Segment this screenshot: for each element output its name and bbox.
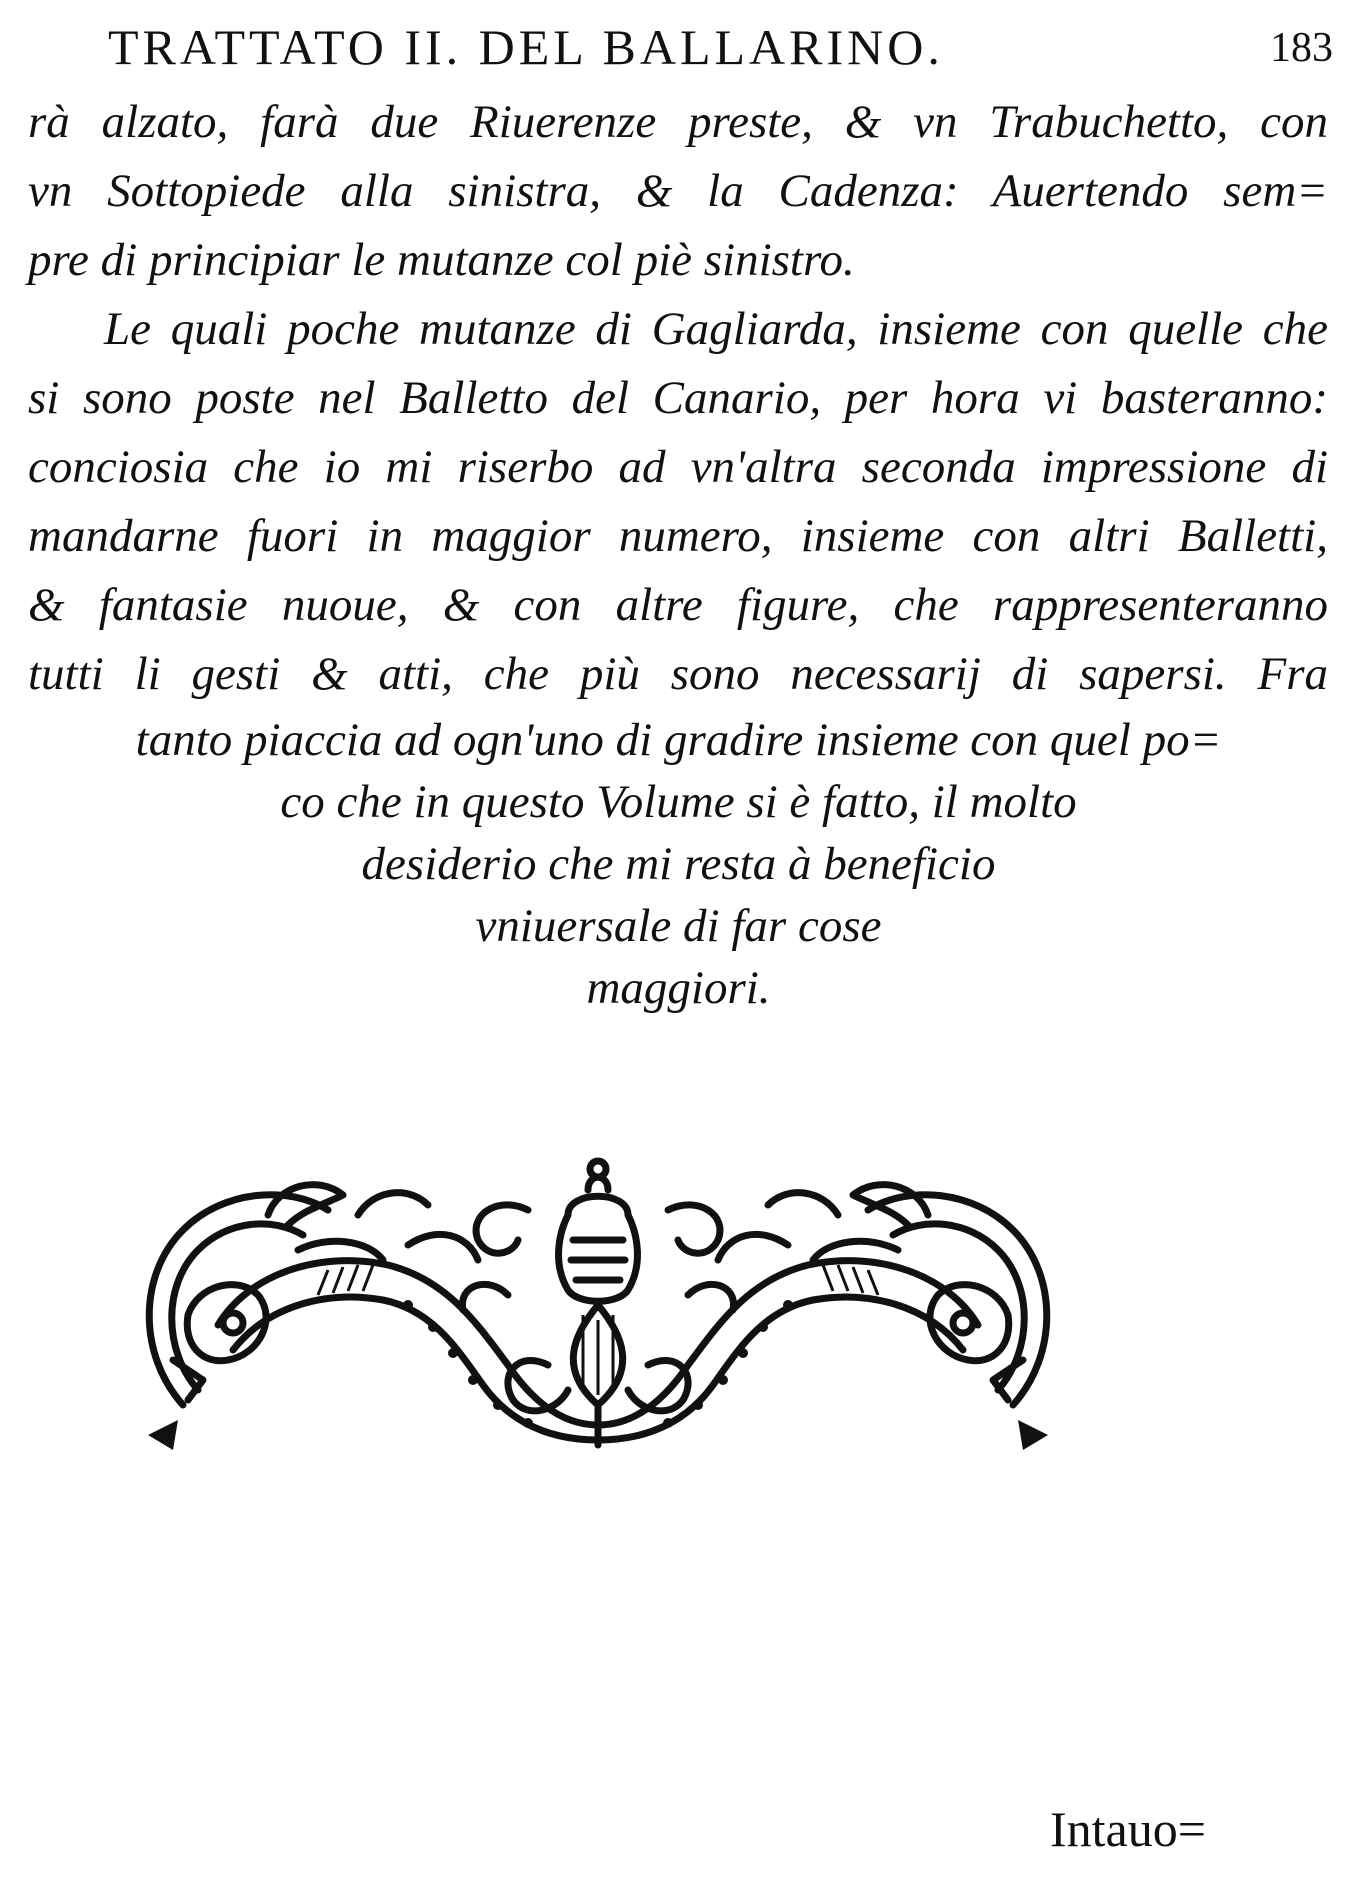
- text-line: vn Sottopiede alla sinistra, & la Cadenza: Auertendo sem=: [28, 165, 1328, 217]
- text-line: tutti li gesti & atti, che più sono necessarij di sapersi. Fra: [28, 648, 1328, 700]
- text-line: conciosia che io mi riserbo ad vn'altra seconda impressione di: [28, 441, 1328, 493]
- page-number: 183: [1270, 25, 1333, 71]
- text-line: & fantasie nuoue, & con altre figure, che rappresenteranno: [28, 579, 1328, 631]
- text-line: rà alzato, farà due Riuerenze preste, & vn Trabuchetto, con: [28, 96, 1328, 148]
- woodcut-ornament-icon: [128, 1155, 1068, 1455]
- closing-line: tanto piaccia ad ogn'uno di gradire insieme con quel po=: [135, 714, 1222, 766]
- closing-paragraph: [0, 709, 1357, 1019]
- catchword: Intauo=: [1050, 1801, 1206, 1857]
- closing-line: maggiori.: [586, 962, 771, 1014]
- text-line: mandarne fuori in maggior numero, insieme con altri Balletti,: [28, 510, 1328, 562]
- closing-line: co che in questo Volume si è fatto, il molto: [280, 776, 1077, 828]
- body-paragraphs: [28, 88, 1328, 709]
- closing-line: desiderio che mi resta à beneficio: [361, 838, 996, 890]
- running-title: TRATTATO II. DEL BALLARINO.: [108, 19, 944, 75]
- closing-line: vniuersale di far cose: [475, 900, 882, 952]
- text-line: pre di principiar le mutanze col piè sinistro.: [28, 234, 855, 286]
- text-line: si sono poste nel Balletto del Canario, per hora vi basteranno:: [28, 372, 1328, 424]
- text-line: Le quali poche mutanze di Gagliarda, insieme con quelle che: [104, 303, 1328, 355]
